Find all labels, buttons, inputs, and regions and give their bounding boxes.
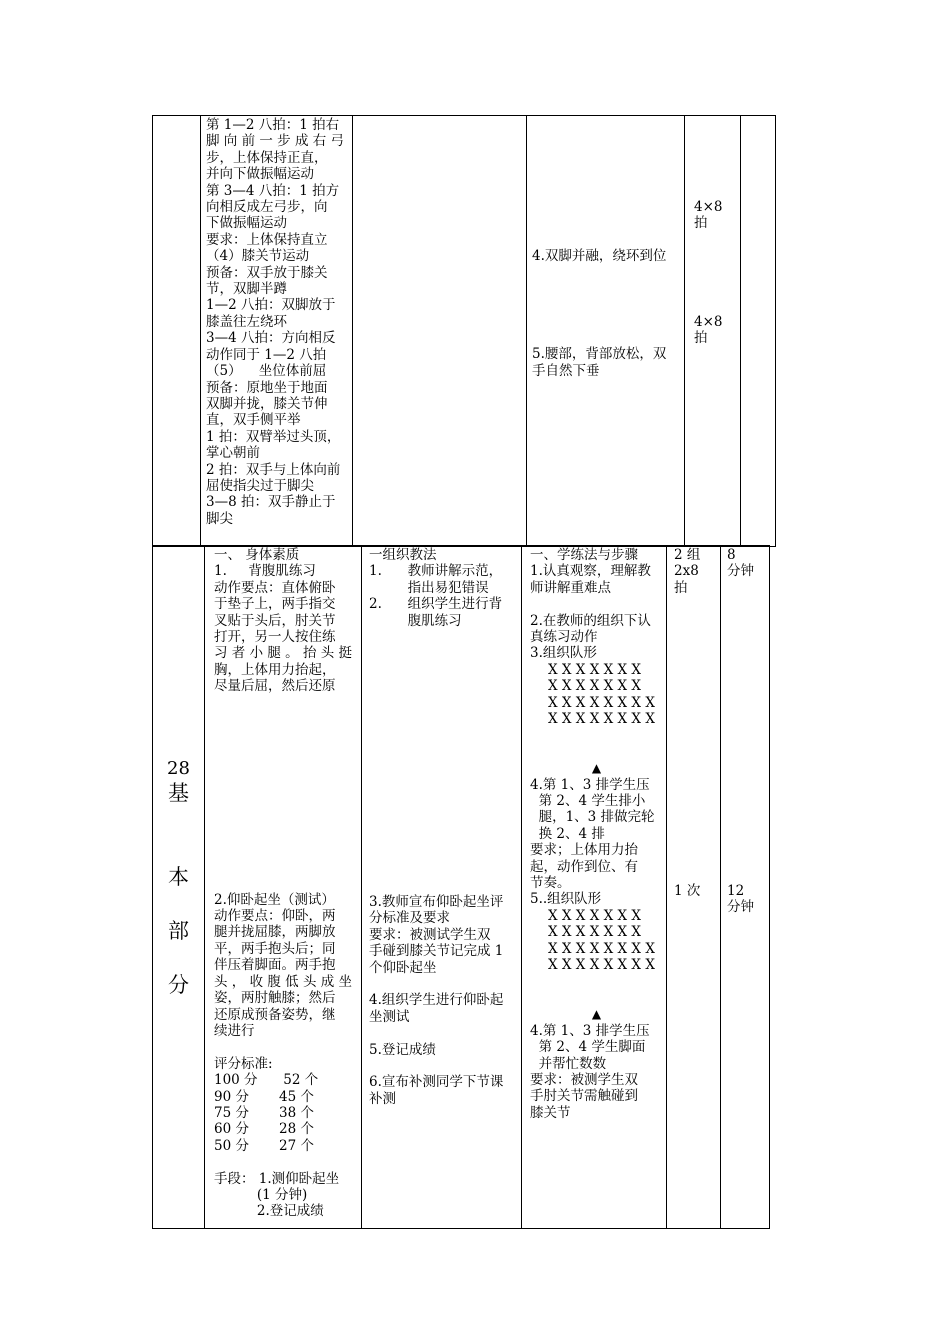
upper-content-line: 下做振幅运动	[206, 215, 287, 232]
student-step3-line: 4.第 1、3 排学生压	[530, 776, 650, 793]
student-step-line: 一、学练法与步骤	[530, 547, 638, 563]
student-steps-3	[530, 777, 663, 892]
time-a-unit: 分钟	[727, 563, 754, 580]
teacher-step6-line: 补测	[369, 1090, 396, 1107]
upper-content-line: 直，双手侧平举	[206, 412, 301, 429]
lower-teacher-cell	[362, 546, 522, 1229]
content-situps-line: 头 ， 收 腹 低 头 成 坐	[214, 973, 353, 990]
section-char-4: 分	[168, 973, 189, 997]
upper-side-cell	[153, 116, 201, 547]
formation-diagram-2	[530, 908, 663, 974]
upper-content-cell	[201, 116, 353, 547]
teacher-step3-line: 要求：被测试学生双	[369, 926, 491, 943]
score-row-line: 60 分 28 个	[214, 1121, 314, 1138]
student-step3-line: 要求；上体用力抬	[530, 842, 638, 859]
formation-row-line: X X X X X X X	[548, 678, 642, 695]
upper-teacher-cell	[353, 116, 527, 547]
content-core-strength	[214, 547, 358, 695]
upper-count-2-unit: 拍	[694, 330, 708, 347]
student-step3-line: 第 2、4 学生排小	[530, 793, 646, 810]
time-b-value: 12	[727, 882, 745, 899]
means-line-2: (1 分钟)	[214, 1186, 308, 1203]
teacher-core-line: 腹肌练习	[369, 612, 462, 629]
lower-student-cell	[522, 546, 667, 1229]
teacher-step-3	[369, 894, 518, 976]
teacher-step4-line: 4.组织学生进行仰卧起	[369, 992, 504, 1009]
upper-content-line: 第 1—2 八拍：1 拍右	[206, 117, 340, 133]
upper-content-line: 脚尖	[206, 510, 233, 527]
count-a-beats: 2x8	[674, 563, 699, 580]
student-step4-line: 要求：被测学生双	[530, 1071, 638, 1088]
teacher-method-core	[369, 547, 518, 629]
content-situps	[214, 892, 358, 1040]
teacher-position-marker-2: ▲	[591, 1007, 602, 1022]
time-b-unit: 分钟	[727, 899, 754, 916]
upper-content-line: 1 拍：双臂举过头顶，	[206, 428, 341, 445]
upper-content-line: 3—8 拍：双手静止于	[206, 494, 336, 511]
section-char-1: 基	[168, 781, 189, 805]
upper-content-line: 3—4 八拍：方向相反	[206, 330, 336, 347]
upper-content-line: 1—2 八拍：双脚放于	[206, 297, 336, 314]
content-situps-line: 2.仰卧起坐（测试）	[214, 891, 335, 908]
score-row-line: 90 分 45 个	[214, 1088, 314, 1105]
upper-content-line: 2 拍：双手与上体向前	[206, 461, 341, 478]
score-row-line: 100 分 52 个	[214, 1072, 319, 1089]
content-situps-line: 动作要点：仰卧，两	[214, 908, 336, 925]
section-side-cell	[153, 546, 205, 1229]
count-a-unit: 拍	[674, 579, 688, 596]
teacher-position-marker: ▲	[591, 761, 602, 776]
teacher-step-4	[369, 992, 518, 1025]
upper-content-line: 第 3—4 八拍：1 拍方	[206, 182, 340, 199]
upper-content-line: 要求：上体保持直立	[206, 231, 328, 248]
formation2-row-line: X X X X X X X	[548, 924, 642, 941]
content-situps-line: 还原成预备姿势，继	[214, 1006, 336, 1023]
upper-student-item5-cont: 手自然下垂	[532, 362, 600, 379]
lower-count-cell	[667, 546, 721, 1229]
formation2-row-line: X X X X X X X	[548, 907, 642, 924]
content-situps-line: 平，两手抱头后；同	[214, 940, 336, 957]
content-core-line: 尽量后屈，然后还原	[214, 678, 336, 695]
teacher-core-line: 2. 组织学生进行背	[369, 596, 503, 613]
upper-content-line: 节，双脚半蹲	[206, 281, 287, 298]
content-situps-line: 姿，两肘触膝；然后	[214, 990, 336, 1007]
teacher-step3-line: 3.教师宣布仰卧起坐评	[369, 894, 504, 911]
student-step-line: 1.认真观察，理解教	[530, 563, 651, 580]
formation-row-line: X X X X X X X X	[548, 694, 655, 711]
content-situps-line: 腿并拢屈膝，两脚放	[214, 924, 336, 941]
scoring-title: 评分标准:	[214, 1055, 273, 1072]
student-step4-line: 第 2、4 学生脚面	[530, 1039, 646, 1056]
teacher-core-line: 1. 教师讲解示范，	[369, 563, 503, 580]
upper-content-line: 双脚并拢，膝关节伸	[206, 395, 328, 412]
teacher-step3-line: 手碰到膝关节记完成 1	[369, 943, 504, 960]
section-char-3: 部	[168, 919, 189, 943]
content-core-line: 习 者 小 腿 。 抬 头 挺	[214, 645, 353, 662]
teacher-step3-line: 个仰卧起坐	[369, 959, 437, 976]
time-a-value: 8	[727, 547, 736, 563]
upper-content-line: 向相反成左弓步，向	[206, 199, 328, 216]
score-row-line: 75 分 38 个	[214, 1104, 314, 1121]
content-core-line: 胸，上体用力抬起，	[214, 661, 336, 678]
content-core-line: 于垫子上，两手指交	[214, 596, 336, 613]
student-step2-line: 2.在教师的组织下认	[530, 612, 651, 629]
upper-student-item4: 4.双脚并融，绕环到位	[532, 248, 667, 265]
upper-content-line: 预备：双手放于膝关	[206, 264, 328, 281]
upper-content-line: 预备：原地坐于地面	[206, 379, 328, 396]
student-step4-line: 手肘关节需触碰到	[530, 1088, 638, 1105]
upper-content-line: 掌心朝前	[206, 445, 260, 462]
student-formation-2-title: 5..组织队形	[530, 891, 602, 908]
student-step2-line: 真练习动作	[530, 629, 598, 646]
student-steps	[530, 547, 663, 596]
lower-table	[152, 545, 770, 1229]
upper-content-line: （5） 坐位体前屈	[206, 363, 327, 380]
count-a-groups: 2 组	[674, 547, 701, 563]
upper-content-line: 屈使指尖过于脚尖	[206, 477, 314, 494]
student-step3-line: 腿，1、3 排做完轮	[530, 809, 655, 826]
lower-time-cell	[721, 546, 770, 1229]
upper-student-item5: 5.腰部，背部放松，双	[532, 346, 667, 363]
content-core-line: 叉贴于头后，肘关节	[214, 612, 336, 629]
upper-time-cell	[741, 116, 776, 547]
means-line-1: 手段： 1.测仰卧起坐	[214, 1170, 340, 1187]
content-situps-line: 续进行	[214, 1022, 255, 1039]
upper-count-1: 4×8	[694, 198, 723, 215]
section-minutes: 28	[167, 758, 190, 779]
upper-content-line: 膝盖往左绕环	[206, 313, 287, 330]
section-char-2: 本	[168, 865, 189, 889]
teacher-step4-line: 坐测试	[369, 1008, 410, 1025]
formation-row-line: X X X X X X X X	[548, 711, 655, 728]
student-step4-line: 并帮忙数数	[530, 1055, 607, 1072]
upper-table	[152, 115, 776, 547]
upper-content	[201, 116, 352, 527]
upper-content-line: 动作同于 1—2 八拍	[206, 346, 327, 363]
upper-content-line: 并向下做振幅运动	[206, 166, 314, 183]
upper-count-2: 4×8	[694, 313, 723, 330]
student-step-line: 师讲解重难点	[530, 579, 611, 596]
upper-count-cell	[685, 116, 741, 547]
student-step4-line: 4.第 1、3 排学生压	[530, 1022, 650, 1039]
teacher-step3-line: 分标准及要求	[369, 910, 450, 927]
teacher-step-5: 5.登记成绩	[369, 1041, 436, 1058]
teacher-step-6	[369, 1074, 518, 1107]
teacher-core-line: 一组织教法	[369, 547, 437, 563]
student-step4-line: 膝关节	[530, 1104, 571, 1121]
upper-student-cell	[527, 116, 685, 547]
formation2-row-line: X X X X X X X X	[548, 940, 655, 957]
student-step3-line: 换 2、4 排	[530, 825, 605, 842]
section-side-label	[153, 757, 204, 997]
student-steps-2	[530, 613, 663, 662]
formation-row-line: X X X X X X X	[548, 661, 642, 678]
content-core-line: 动作要点：直体俯卧	[214, 579, 336, 596]
upper-count-1-unit: 拍	[694, 215, 708, 232]
lower-content-cell	[205, 546, 362, 1229]
upper-content-line: 脚 向 前 一 步 成 右 弓	[206, 133, 345, 150]
formation2-row-line: X X X X X X X X	[548, 957, 655, 974]
content-core-line: 打开，另一人按住练	[214, 629, 336, 646]
content-core-line: 1. 背腹肌练习	[214, 563, 316, 580]
content-situps-line: 伴压着脚面。两手抱	[214, 957, 336, 974]
count-b: 1 次	[674, 883, 701, 900]
student-steps-4	[530, 1023, 663, 1121]
content-core-line: 一、 身体素质	[214, 547, 300, 563]
teacher-step6-line: 6.宣布补测同学下节课	[369, 1074, 504, 1091]
teacher-core-line: 指出易犯错误	[369, 579, 489, 596]
upper-content-line: （4）膝关节运动	[206, 248, 310, 265]
score-row-line: 50 分 27 个	[214, 1137, 314, 1154]
scoring-list	[214, 1072, 358, 1154]
means-line-3: 2.登记成绩	[214, 1203, 324, 1220]
student-step2-line: 3.组织队形	[530, 645, 597, 662]
formation-diagram-1	[530, 662, 663, 728]
upper-content-line: 步，上体保持正直，	[206, 149, 328, 166]
student-step3-line: 节奏。	[530, 875, 571, 892]
student-step3-line: 起，动作到位、有	[530, 858, 638, 875]
